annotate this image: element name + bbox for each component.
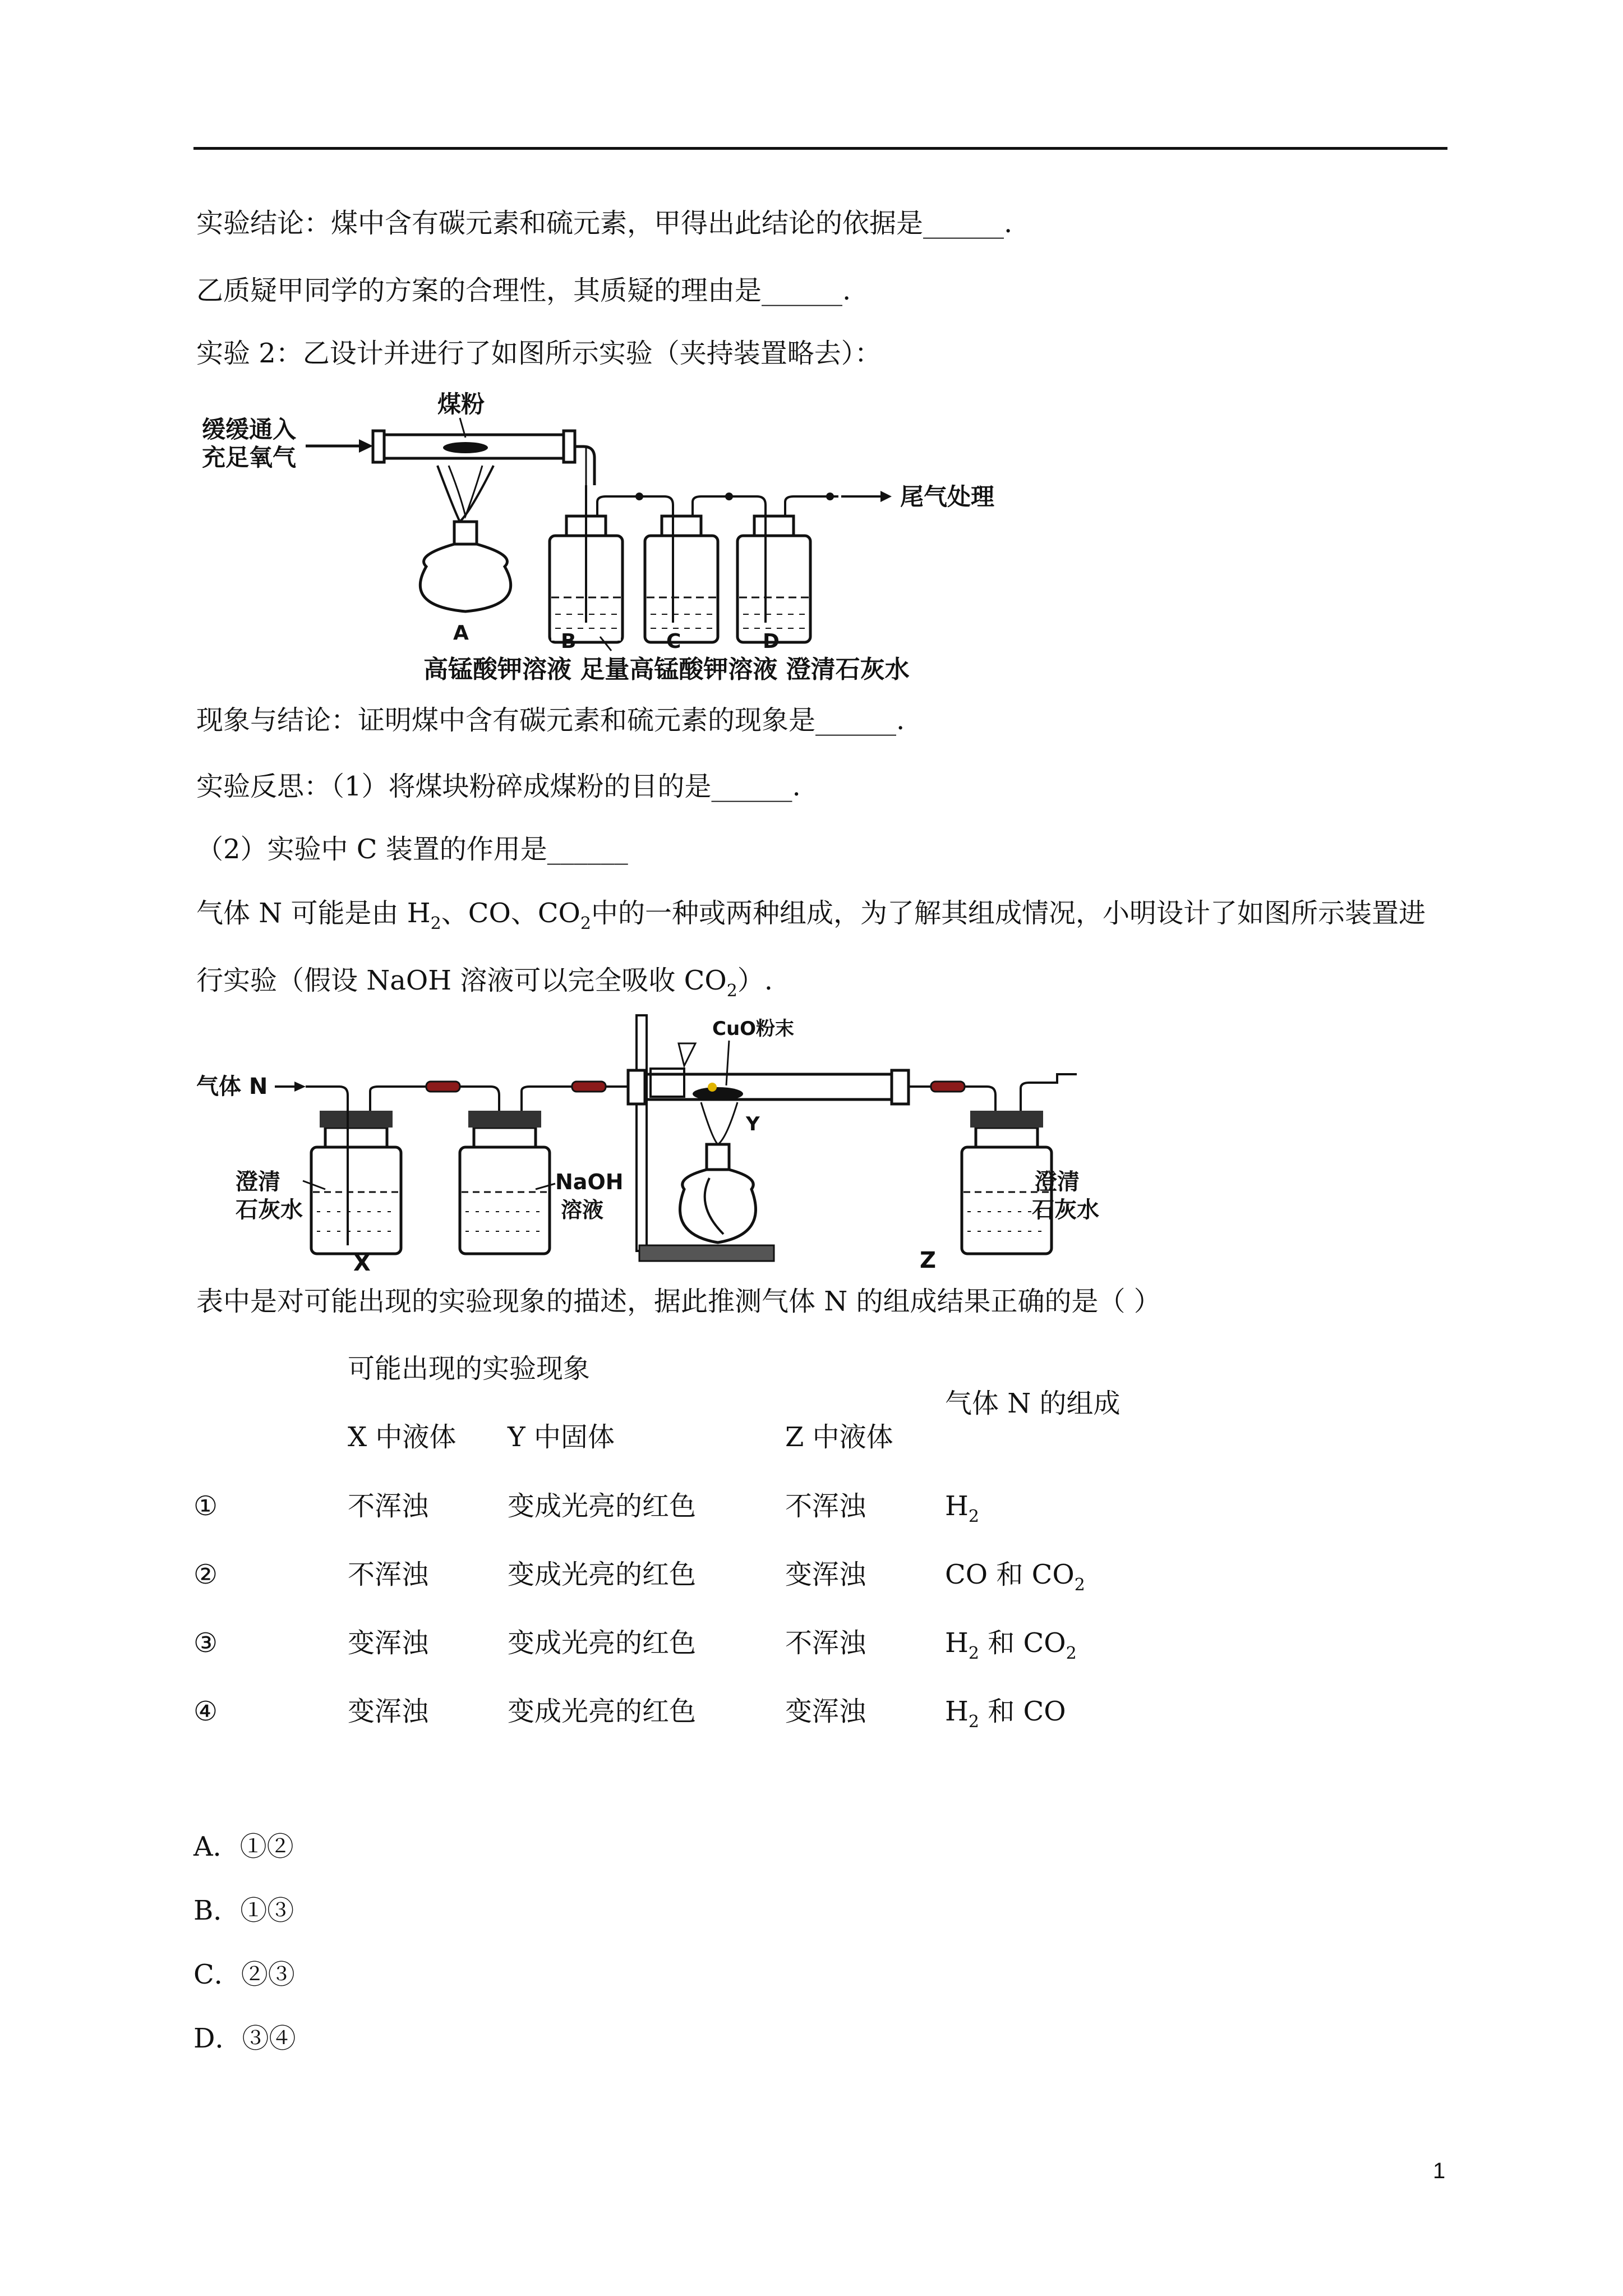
label-D: D	[763, 630, 780, 653]
tail-label: 尾气处理	[900, 483, 995, 510]
table-header-group: 可能出现的实验现象	[348, 1353, 591, 1384]
inlet-label-2: 充足氧气	[202, 444, 297, 471]
bottle-D	[737, 496, 838, 642]
label-C: C	[666, 630, 681, 653]
coal-label: 煤粉	[437, 390, 485, 418]
table-header-x: X 中液体	[348, 1421, 457, 1453]
label-Z: Z	[920, 1248, 937, 1273]
choice-C[interactable]: C．②③	[193, 1959, 295, 1990]
cell-z: 变浑浊	[785, 1559, 866, 1590]
paragraph-experiment2: 实验 2：乙设计并进行了如图所示实验（夹持装置略去）：	[196, 338, 882, 369]
table-header-z: Z 中液体	[785, 1421, 893, 1453]
x-liquid-label-1: 澄清	[236, 1169, 280, 1195]
table-header-y: Y 中固体	[508, 1421, 615, 1453]
figure1-caption: 高锰酸钾溶液 足量高锰酸钾溶液 澄清石灰水	[423, 655, 910, 684]
page-number: 1	[1433, 2159, 1446, 2183]
naoh-label-1: NaOH	[555, 1170, 624, 1194]
cell-x: 变浑浊	[348, 1627, 429, 1659]
z-liquid-label-2: 石灰水	[1032, 1197, 1099, 1223]
gas-n-label: 气体 N	[196, 1074, 268, 1099]
choice-D[interactable]: D．③④	[193, 2023, 296, 2054]
row-number: ④	[193, 1696, 218, 1727]
label-X: X	[353, 1250, 371, 1276]
cell-y: 变成光亮的红色	[508, 1627, 697, 1659]
cell-x: 变浑浊	[348, 1696, 429, 1727]
label-B: B	[561, 630, 577, 653]
paragraph-gas-n: 气体 N 可能是由 $H_2$、CO、$CO_2$中的一种或两种组成，为了解其组成情况，小明设计了如图所示装置进	[196, 898, 1426, 933]
paragraph-conclusion: 实验结论：煤中含有碳元素和硫元素，甲得出此结论的依据是______.	[196, 208, 1013, 239]
label-A: A	[453, 622, 469, 645]
cell-z: 变浑浊	[785, 1696, 866, 1727]
inlet-label-1: 缓缓通入	[202, 416, 297, 443]
cell-y: 变成光亮的红色	[508, 1696, 697, 1727]
cell-z: 不浑浊	[785, 1490, 866, 1522]
paragraph-doubt: 乙质疑甲同学的方案的合理性，其质疑的理由是______.	[196, 275, 851, 306]
cell-x: 不浑浊	[348, 1559, 429, 1590]
row-number: ①	[193, 1490, 218, 1522]
cell-n: $H_2$ 和 CO	[945, 1696, 1066, 1732]
label-Y: Y	[746, 1113, 760, 1135]
header-rule	[193, 147, 1447, 150]
row-number: ③	[193, 1627, 218, 1659]
z-liquid-label-1: 澄清	[1035, 1169, 1080, 1195]
bottle-Z	[962, 1074, 1077, 1254]
cell-n: CO 和 $CO_2$	[945, 1559, 1085, 1595]
paragraph-phenomenon: 现象与结论：证明煤中含有碳元素和硫元素的现象是______.	[196, 705, 905, 736]
paragraph-reflection-2: （2）实验中 C 装置的作用是______	[196, 834, 628, 865]
cell-x: 不浑浊	[348, 1490, 429, 1522]
figure-gas-apparatus	[191, 1010, 1099, 1279]
naoh-label-2: 溶液	[561, 1198, 604, 1222]
cell-y: 变成光亮的红色	[508, 1490, 697, 1522]
bottle-C	[645, 496, 737, 642]
bottle-X	[306, 1087, 426, 1254]
cell-y: 变成光亮的红色	[508, 1559, 697, 1590]
paragraph-reflection-1: 实验反思：（1）将煤块粉碎成煤粉的目的是______.	[196, 771, 801, 802]
row-number: ②	[193, 1559, 218, 1590]
cell-z: 不浑浊	[785, 1627, 866, 1659]
cell-n: $H_2$	[945, 1490, 979, 1526]
paragraph-gas-n-cont: 行实验（假设 NaOH 溶液可以完全吸收 $CO_2$）.	[196, 965, 773, 1001]
table-header-n: 气体 N 的组成	[945, 1388, 1121, 1419]
choice-B[interactable]: B．①③	[193, 1895, 294, 1926]
x-liquid-label-2: 石灰水	[236, 1197, 303, 1223]
cuo-label: CuO粉末	[712, 1018, 795, 1040]
choice-A[interactable]: A．①②	[193, 1831, 294, 1862]
bottle-B	[550, 485, 645, 642]
paragraph-table-intro: 表中是对可能出现的实验现象的描述，据此推测气体 N 的组成结果正确的是（ ）	[196, 1286, 1161, 1317]
figure-coal-apparatus	[191, 381, 1021, 696]
cell-n: $H_2$ 和 $CO_2$	[945, 1627, 1077, 1663]
